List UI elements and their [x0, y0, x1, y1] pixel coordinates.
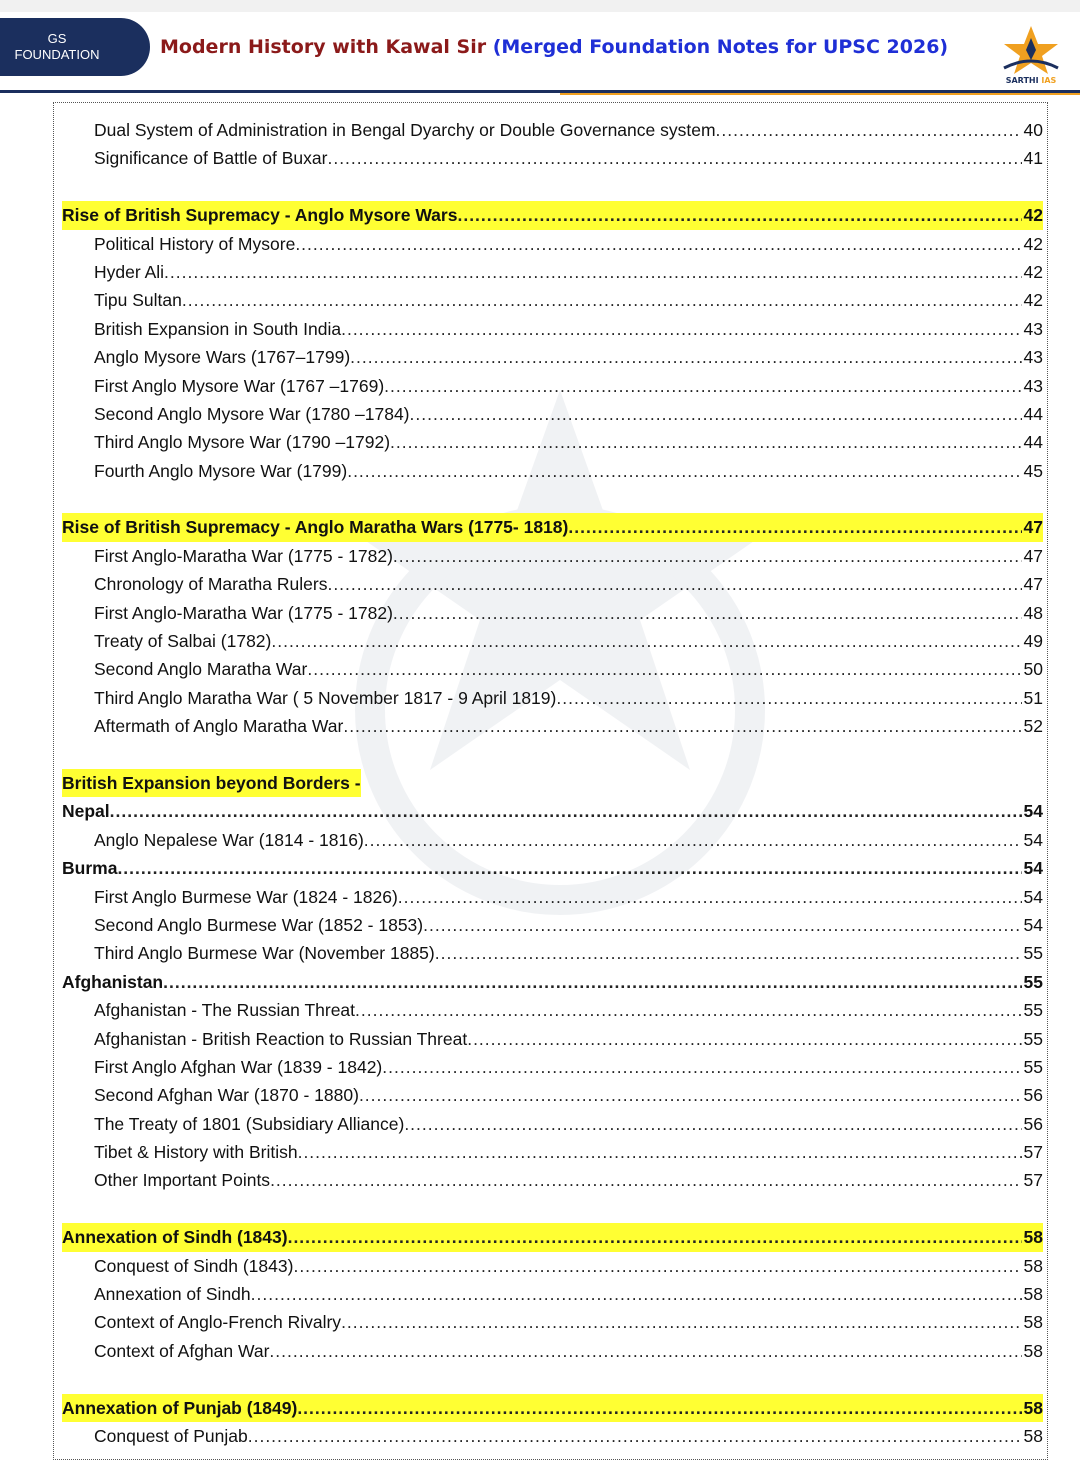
toc-label: Annexation of Sindh (1843): [62, 1227, 288, 1248]
dot-leader: [347, 457, 1021, 485]
dot-leader: [716, 116, 1022, 144]
toc-label: Second Anglo Mysore War (1780 –1784): [94, 403, 410, 424]
toc-row[interactable]: [62, 1053, 1043, 1081]
toc-row[interactable]: [62, 599, 1043, 627]
toc-label: Political History of Mysore: [94, 233, 296, 254]
toc-label: First Anglo Burmese War (1824 - 1826): [94, 886, 398, 907]
toc-page: 58: [1023, 1425, 1043, 1446]
toc-page: 54: [1023, 829, 1043, 850]
toc-row[interactable]: [62, 1138, 1043, 1166]
toc-section-heading[interactable]: [62, 513, 1043, 541]
sarthi-ias-logo: [996, 24, 1066, 90]
toc-page: 43: [1023, 375, 1043, 396]
dot-leader: [327, 570, 1021, 598]
dot-leader: [341, 315, 1021, 343]
toc-page: 47: [1023, 545, 1043, 566]
dot-leader: [384, 372, 1021, 400]
dot-leader: [343, 712, 1021, 740]
toc-page: 54: [1023, 858, 1043, 879]
toc-page: 58: [1023, 1397, 1043, 1418]
toc-row[interactable]: [62, 372, 1043, 400]
toc-row[interactable]: [62, 911, 1043, 939]
toc-section-heading[interactable]: [62, 1394, 1043, 1422]
toc-label: Rise of British Supremacy - Anglo Maratha Wars (1775- 1818): [62, 517, 569, 538]
dot-leader: [293, 1252, 1021, 1280]
toc-page: 43: [1023, 347, 1043, 368]
dot-leader: [556, 684, 1021, 712]
dot-leader: [297, 1394, 1021, 1422]
logo-text: SARTHI: [1005, 76, 1039, 85]
dot-leader: [390, 428, 1022, 456]
toc-row[interactable]: [62, 1025, 1043, 1053]
dot-leader: [164, 258, 1022, 286]
dot-leader: [404, 1110, 1021, 1138]
toc-subsection-heading[interactable]: [62, 968, 1043, 996]
toc-label: Fourth Anglo Mysore War (1799): [94, 460, 348, 481]
toc-page: 55: [1023, 971, 1043, 992]
toc-row[interactable]: [62, 996, 1043, 1024]
toc-section-heading[interactable]: [62, 769, 1043, 797]
toc-label: Tipu Sultan: [94, 290, 182, 311]
toc-page: 55: [1023, 1028, 1043, 1049]
toc-page: 40: [1023, 120, 1043, 140]
toc-label: First Anglo Mysore War (1767 –1769): [94, 375, 385, 396]
dot-leader: [163, 968, 1021, 996]
toc-subsection-heading[interactable]: [62, 797, 1043, 825]
header-divider-accent: [560, 93, 1080, 95]
toc-label: Hyder Ali: [94, 261, 165, 282]
toc-page: 57: [1023, 1142, 1043, 1163]
dot-leader: [467, 1025, 1021, 1053]
toc-row[interactable]: [62, 939, 1043, 967]
toc-page: 54: [1023, 914, 1043, 935]
dot-leader: [248, 1422, 1022, 1450]
toc-page: 47: [1023, 517, 1043, 538]
toc-label: Third Anglo Maratha War ( 5 November 1817 - 9 April 1819): [94, 687, 557, 708]
toc-page: 51: [1023, 687, 1043, 708]
toc-label: Second Anglo Burmese War (1852 - 1853): [94, 914, 424, 935]
toc-page: 48: [1023, 602, 1043, 623]
toc-label: First Anglo-Maratha War (1775 - 1782): [94, 545, 393, 566]
toc-label: Third Anglo Burmese War (November 1885): [94, 943, 435, 964]
toc-page: 55: [1023, 1056, 1043, 1077]
toc-page: 50: [1023, 659, 1043, 680]
toc-row[interactable]: [62, 712, 1043, 740]
toc-label: Chronology of Maratha Rulers: [94, 574, 328, 595]
toc-page: 58: [1023, 1284, 1043, 1305]
toc-page: 52: [1023, 716, 1043, 737]
toc-label: Conquest of Sindh (1843): [94, 1255, 294, 1276]
toc-page: 56: [1023, 1113, 1043, 1134]
toc-page: 55: [1023, 1000, 1043, 1021]
toc-page: 42: [1023, 233, 1043, 254]
toc-subsection-heading[interactable]: [62, 854, 1043, 882]
dot-leader: [307, 655, 1021, 683]
toc-label: First Anglo-Maratha War (1775 - 1782): [94, 602, 393, 623]
dot-leader: [327, 144, 1021, 172]
dot-leader: [117, 854, 1021, 882]
toc-row[interactable]: [62, 1252, 1043, 1280]
toc-row[interactable]: [62, 144, 1043, 172]
gs-foundation-badge: [0, 18, 150, 76]
dot-leader: [457, 201, 1021, 229]
toc-section-heading[interactable]: [62, 1223, 1043, 1251]
dot-leader: [393, 599, 1022, 627]
toc-label: Third Anglo Mysore War (1790 –1792): [94, 432, 391, 453]
toc-row[interactable]: [62, 655, 1043, 683]
toc-page: 54: [1023, 801, 1043, 822]
toc-page: 54: [1023, 886, 1043, 907]
toc-page: 45: [1023, 460, 1043, 481]
badge-line2: FOUNDATION: [14, 47, 100, 62]
toc-label: Context of Afghan War: [94, 1340, 270, 1361]
toc-label: Annexation of Sindh: [94, 1284, 251, 1305]
toc-row[interactable]: [62, 457, 1043, 485]
toc-row[interactable]: [62, 343, 1043, 371]
dot-leader: [182, 286, 1022, 314]
toc-row[interactable]: [62, 1280, 1043, 1308]
toc-row[interactable]: [62, 286, 1043, 314]
top-strip: [0, 0, 1080, 12]
toc-page: 47: [1023, 574, 1043, 595]
toc-label: First Anglo Afghan War (1839 - 1842): [94, 1056, 383, 1077]
toc-label: Second Afghan War (1870 - 1880): [94, 1085, 359, 1106]
dot-leader: [382, 1053, 1021, 1081]
toc-page: 42: [1023, 205, 1043, 226]
logo-text-accent: IAS: [1041, 76, 1057, 85]
toc-page: 58: [1023, 1312, 1043, 1333]
badge-line1: GS: [47, 31, 67, 46]
toc-row[interactable]: [62, 116, 1043, 144]
toc-label: Afghanistan: [62, 971, 164, 992]
dot-leader: [341, 1308, 1021, 1336]
dot-leader: [295, 230, 1021, 258]
toc-row[interactable]: [62, 1308, 1043, 1336]
toc-row[interactable]: [62, 1110, 1043, 1138]
dot-leader: [393, 542, 1022, 570]
dot-leader: [359, 1081, 1022, 1109]
toc-page: 58: [1023, 1227, 1043, 1248]
dot-leader: [298, 1138, 1022, 1166]
toc-row[interactable]: [62, 826, 1043, 854]
dot-leader: [568, 513, 1021, 541]
toc-page: 55: [1023, 943, 1043, 964]
title-sub: (Merged Foundation Notes for UPSC 2026): [492, 36, 949, 58]
toc-label: Significance of Battle of Buxar: [94, 148, 328, 169]
toc-row[interactable]: [62, 542, 1043, 570]
toc-page: 49: [1023, 631, 1043, 652]
toc-label: Anglo Nepalese War (1814 - 1816): [94, 829, 364, 850]
toc-row[interactable]: [62, 883, 1043, 911]
toc-label: Other Important Points: [94, 1170, 271, 1191]
dot-leader: [410, 400, 1022, 428]
toc-page: 56: [1023, 1085, 1043, 1106]
dot-leader: [423, 911, 1021, 939]
toc-label: Anglo Mysore Wars (1767–1799): [94, 347, 351, 368]
star-logo-icon: [996, 24, 1066, 78]
toc-page: 44: [1023, 403, 1043, 424]
dot-leader: [110, 797, 1022, 825]
toc-row[interactable]: [62, 428, 1043, 456]
toc-label: Afghanistan - The Russian Threat: [94, 1000, 356, 1021]
toc-row[interactable]: [62, 570, 1043, 598]
toc-label: British Expansion beyond Borders -: [62, 769, 361, 797]
toc-row[interactable]: [62, 315, 1043, 343]
dot-leader: [269, 1337, 1021, 1365]
dot-leader: [355, 996, 1022, 1024]
toc-page: 42: [1023, 261, 1043, 282]
toc-page: 41: [1023, 148, 1043, 169]
dot-leader: [364, 826, 1022, 854]
toc-row[interactable]: [62, 1422, 1043, 1450]
toc-row[interactable]: [62, 627, 1043, 655]
toc-label: Annexation of Punjab (1849): [62, 1397, 298, 1418]
toc-page: 42: [1023, 290, 1043, 311]
toc-label: Context of Anglo-French Rivalry: [94, 1312, 342, 1333]
dot-leader: [251, 1280, 1022, 1308]
toc-row[interactable]: [62, 230, 1043, 258]
toc-row[interactable]: [62, 400, 1043, 428]
toc-label: Rise of British Supremacy - Anglo Mysore Wars: [62, 205, 458, 226]
toc-label: Afghanistan - British Reaction to Russian Threat: [94, 1028, 468, 1049]
toc-label: The Treaty of 1801 (Subsidiary Alliance): [94, 1113, 405, 1134]
logo-wordmark: [996, 76, 1066, 85]
table-of-contents: [62, 116, 1043, 1450]
page-title: [160, 36, 948, 58]
dot-leader: [398, 883, 1022, 911]
toc-page: 57: [1023, 1170, 1043, 1191]
toc-label: Treaty of Salbai (1782): [94, 631, 272, 652]
dot-leader: [270, 1166, 1021, 1194]
toc-label: Second Anglo Maratha War: [94, 659, 308, 680]
dot-leader: [288, 1223, 1022, 1251]
toc-page: 58: [1023, 1255, 1043, 1276]
title-main: Modern History with Kawal Sir: [160, 36, 487, 58]
toc-label: Aftermath of Anglo Maratha War: [94, 716, 344, 737]
toc-label: Dual System of Administration in Bengal Dyarchy or Double Governance system: [94, 120, 716, 140]
toc-label: British Expansion in South India: [94, 318, 342, 339]
dot-leader: [271, 627, 1021, 655]
toc-section-heading[interactable]: [62, 201, 1043, 229]
dot-leader: [350, 343, 1021, 371]
toc-row[interactable]: [62, 1337, 1043, 1365]
toc-row[interactable]: [62, 684, 1043, 712]
toc-label: Conquest of Punjab: [94, 1425, 248, 1446]
toc-page: 43: [1023, 318, 1043, 339]
dot-leader: [435, 939, 1022, 967]
toc-label: Nepal: [62, 801, 110, 822]
toc-page: 58: [1023, 1340, 1043, 1361]
toc-row[interactable]: [62, 258, 1043, 286]
toc-page: 44: [1023, 432, 1043, 453]
toc-label: Burma: [62, 858, 118, 879]
toc-row[interactable]: [62, 1081, 1043, 1109]
toc-row[interactable]: [62, 1166, 1043, 1194]
toc-label: Tibet & History with British: [94, 1142, 298, 1163]
